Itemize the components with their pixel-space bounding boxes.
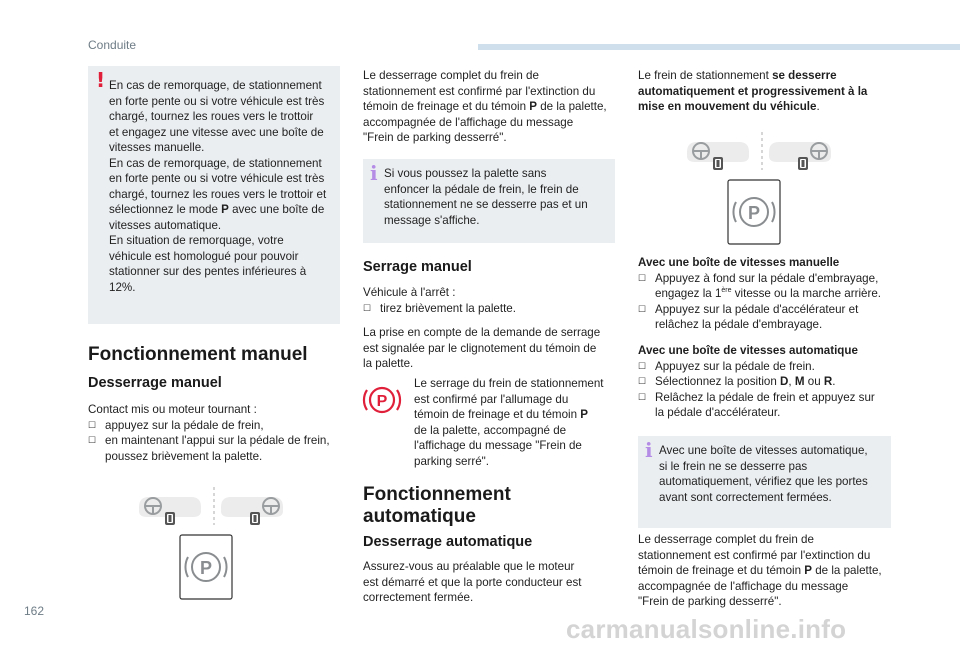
warning-line: chargé, tournez les roues vers le trottoir bbox=[109, 110, 314, 123]
brake-pedal-icon bbox=[165, 512, 175, 525]
warning-line: vitesses automatique. bbox=[109, 218, 222, 232]
info-line: enfoncer la pédale de frein, le frein de bbox=[384, 182, 579, 196]
text-line: est confirmé par l'allumage du bbox=[414, 392, 569, 406]
gear-m: M bbox=[794, 375, 805, 388]
text-line: la palette. bbox=[363, 357, 414, 370]
bullet-item: ☐ en maintenant l'appui sur la pédale de frein, bbox=[88, 433, 343, 449]
heading-manual-gearbox bbox=[638, 255, 898, 271]
info-line: automatiquement, vérifiez que les portes bbox=[659, 475, 868, 488]
info-icon: i bbox=[370, 161, 378, 185]
warning-line: véhicule est homologué pour pouvoir bbox=[109, 249, 299, 263]
text-part: vitesse ou la marche arrière. bbox=[731, 287, 882, 300]
text-line bbox=[638, 563, 898, 579]
bold-text: automatiquement et progressivement à la bbox=[638, 84, 868, 98]
watermark: carmanualsonline.info bbox=[566, 614, 847, 644]
text-line: Assurez-vous au préalable que le moteur bbox=[363, 560, 575, 573]
bullet-continuation: poussez brièvement la palette. bbox=[105, 449, 263, 463]
contact-text: Contact mis ou moteur tournant : bbox=[88, 403, 257, 416]
warning-text: avec une boîte de bbox=[228, 203, 325, 216]
assurez-text bbox=[363, 559, 618, 606]
warning-box bbox=[88, 66, 340, 324]
desserrage-manuel-text bbox=[88, 402, 343, 464]
heading-fonctionnement-manuel: Fonctionnement manuel bbox=[88, 344, 308, 365]
exclamation-icon: ! bbox=[96, 68, 106, 92]
superscript: ère bbox=[721, 287, 732, 295]
bullet-item: ☐ Appuyez à fond sur la pédale d'embrayage, bbox=[638, 271, 898, 287]
info-line: avant sont correctement fermées. bbox=[659, 490, 832, 504]
text-line: "Frein de parking desserré". bbox=[363, 131, 507, 144]
text-line: est signalée par le clignotement du témoin de bbox=[363, 341, 597, 355]
warning-text: sélectionnez le mode bbox=[109, 203, 222, 216]
warning-line: en forte pente ou si votre véhicule est très bbox=[109, 172, 325, 185]
parking-symbol: P bbox=[376, 393, 388, 410]
bold-text: se desserre bbox=[772, 69, 837, 82]
warning-line: 12%. bbox=[109, 280, 136, 294]
bullet-continuation bbox=[638, 286, 898, 302]
info-line: Si vous poussez la palette sans bbox=[384, 167, 547, 180]
text-line: de la palette, accompagné de bbox=[414, 423, 567, 437]
mode-p: P bbox=[221, 203, 229, 216]
warning-line: vitesses manuelle. bbox=[109, 141, 205, 154]
bold-heading: Avec une boîte de vitesses manuelle bbox=[638, 256, 840, 269]
info-line: si le frein ne se desserre pas bbox=[659, 459, 808, 473]
warning-line: stationner sur des pentes inférieures à bbox=[109, 265, 307, 278]
bullet-item: ☐ tirez brièvement la palette. bbox=[363, 301, 618, 317]
text-part: témoin de freinage et du témoin bbox=[638, 564, 805, 577]
text-part: , bbox=[788, 375, 795, 388]
parking-brake-switch-icon bbox=[180, 535, 232, 599]
manual-gearbox-section bbox=[638, 255, 898, 333]
heading-line: Fonctionnement bbox=[363, 484, 511, 505]
header-bar bbox=[478, 44, 960, 50]
serrage-text bbox=[363, 285, 618, 316]
bullet-continuation: relâchez la pédale d'embrayage. bbox=[655, 318, 823, 331]
text-line: correctement fermée. bbox=[363, 591, 474, 604]
warning-line bbox=[109, 202, 339, 218]
bold-heading: Avec une boîte de vitesses automatique bbox=[638, 344, 858, 357]
info-icon: i bbox=[645, 438, 653, 462]
parking-symbol: P bbox=[747, 203, 761, 223]
text-line: stationnement est confirmé par l'extinction du bbox=[638, 548, 871, 562]
final-confirm-text bbox=[638, 532, 898, 610]
text-part: témoin de freinage et du témoin bbox=[363, 100, 530, 113]
info-box bbox=[363, 159, 615, 243]
p-letter: P bbox=[580, 408, 589, 421]
text-line bbox=[638, 84, 893, 100]
text-line: Le serrage du frein de stationnement bbox=[414, 377, 604, 390]
heading-fonctionnement-automatique bbox=[363, 484, 511, 528]
warning-line: en forte pente ou si votre véhicule est très bbox=[109, 94, 325, 108]
auto-release-intro bbox=[638, 68, 893, 115]
info-line: message s'affiche. bbox=[384, 213, 480, 227]
text-part: de la palette, bbox=[537, 100, 607, 113]
bullet-item: ☐ Appuyez sur la pédale d'accélérateur et bbox=[638, 302, 898, 318]
text-part: . bbox=[832, 375, 836, 388]
heading-desserrage-automatique: Desserrage automatique bbox=[363, 534, 533, 550]
warning-line: En situation de remorquage, votre bbox=[109, 234, 284, 247]
gear-d: D bbox=[780, 375, 789, 388]
heading-auto-gearbox bbox=[638, 343, 898, 359]
p-letter: P bbox=[529, 100, 538, 113]
serrage-confirm-text bbox=[414, 376, 619, 469]
text-line: "Frein de parking desserré". bbox=[638, 595, 782, 608]
text-line: La prise en compte de la demande de serrage bbox=[363, 326, 601, 339]
text-line: Le desserrage complet du frein de bbox=[638, 533, 814, 546]
bullet-item bbox=[638, 374, 898, 390]
heading-desserrage-manuel: Desserrage manuel bbox=[88, 375, 222, 391]
info-line: stationnement ne se desserre pas et un bbox=[384, 198, 588, 211]
page-number: 162 bbox=[24, 604, 45, 618]
text-line bbox=[363, 99, 618, 115]
warning-line: En cas de remorquage, de stationnement bbox=[109, 156, 322, 170]
text-part: ou bbox=[804, 375, 824, 388]
parking-brake-warning-icon bbox=[360, 378, 404, 422]
text-part: témoin de freinage et du témoin bbox=[414, 408, 581, 421]
gear-r: R bbox=[823, 375, 833, 388]
arret-text: Véhicule à l'arrêt : bbox=[363, 286, 456, 299]
text-line: est démarré et que la porte conducteur est bbox=[363, 575, 582, 589]
text-line: accompagnée de l'affichage du message bbox=[363, 115, 574, 129]
section-header: Conduite bbox=[88, 38, 137, 52]
text-line: Le desserrage complet du frein de bbox=[363, 69, 539, 82]
brake-pedal-icon bbox=[250, 512, 260, 525]
warning-line: et engagez une vitesse avec une boîte de bbox=[109, 125, 324, 139]
desserrage-confirm-text bbox=[363, 68, 618, 146]
text-line: l'affichage du message "Frein de bbox=[414, 439, 582, 452]
text-part: engagez la 1 bbox=[655, 287, 722, 300]
brake-pedal-icon bbox=[798, 157, 808, 170]
parking-brake-switch-icon bbox=[728, 180, 780, 244]
text-part: de la palette, bbox=[812, 564, 882, 577]
text-line bbox=[414, 407, 619, 423]
text-line: accompagnée de l'affichage du message bbox=[638, 579, 849, 593]
manual-release-illustration bbox=[135, 485, 295, 605]
text-line: parking serré". bbox=[414, 454, 489, 468]
bold-text: mise en mouvement du véhicule bbox=[638, 100, 817, 113]
text-line bbox=[638, 68, 893, 84]
parking-symbol: P bbox=[199, 558, 213, 578]
text-line bbox=[638, 99, 893, 115]
auto-gearbox-section bbox=[638, 343, 898, 421]
text-part: Le frein de stationnement bbox=[638, 69, 773, 82]
bullet-item: ☐ Relâchez la pédale de frein et appuyez sur bbox=[638, 390, 898, 406]
info-box bbox=[638, 436, 891, 528]
brake-pedal-icon bbox=[713, 157, 723, 170]
p-letter: P bbox=[804, 564, 813, 577]
text-line: stationnement est confirmé par l'extinction du bbox=[363, 84, 596, 98]
text-part: . bbox=[816, 100, 820, 113]
warning-line: chargé, tournez les roues vers le trottoir et bbox=[109, 187, 327, 201]
bullet-continuation: la pédale d'accélérateur. bbox=[655, 406, 781, 419]
bullet-item: ☐ Appuyez sur la pédale de frein. bbox=[638, 359, 898, 375]
text-part: Sélectionnez la position bbox=[655, 375, 781, 388]
warning-line: En cas de remorquage, de stationnement bbox=[109, 79, 322, 92]
auto-release-illustration bbox=[683, 130, 843, 250]
heading-serrage-manuel: Serrage manuel bbox=[363, 259, 472, 275]
bullet-item: ☐ appuyez sur la pédale de frein, bbox=[88, 418, 343, 434]
heading-line: automatique bbox=[363, 506, 476, 527]
prise-text bbox=[363, 325, 618, 372]
info-line: Avec une boîte de vitesses automatique, bbox=[659, 444, 868, 457]
